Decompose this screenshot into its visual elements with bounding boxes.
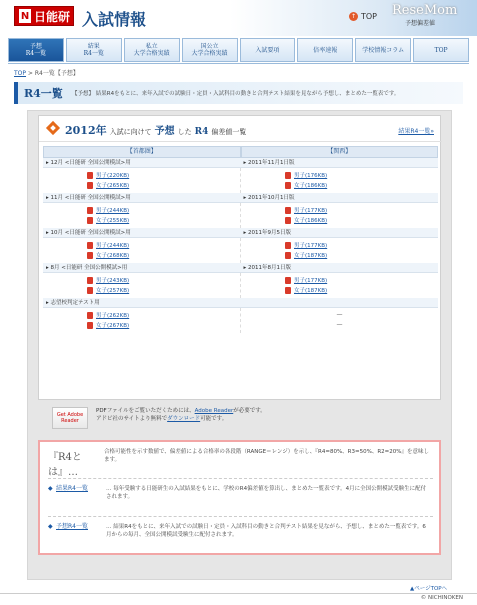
pdf-file-link[interactable]	[87, 205, 240, 215]
pdf-file-label: 男子(220KB)	[96, 173, 130, 179]
card-yoso: 予想	[154, 126, 175, 137]
footer	[0, 593, 477, 605]
pdf-file-label: 男子(177KB)	[294, 243, 328, 249]
pdf-file-label: 女子(265KB)	[96, 183, 130, 189]
pdf-file-label: 女子(267KB)	[96, 323, 130, 329]
pdf-icon	[285, 182, 291, 189]
card-sub3: 偏差値一覧	[211, 128, 247, 136]
pdf-file-label: 男子(177KB)	[294, 208, 328, 214]
group-header-row	[43, 193, 438, 203]
pdf-icon	[285, 287, 291, 294]
site-sub: 予想偏差値	[405, 20, 436, 27]
pdf-file-link[interactable]	[87, 180, 240, 190]
group-header-shutoken: ▸ 10月 <日能研 全国公開模試>用	[43, 228, 241, 238]
group-header-shutoken: ▸ 11月 <日能研 全国公開模試>用	[43, 193, 241, 203]
pdf-file-link[interactable]	[285, 180, 438, 190]
group-header-row	[43, 298, 438, 308]
group-col-right	[241, 168, 438, 193]
breadcrumb	[14, 68, 79, 77]
adobe-line1a: PDFファイルをご覧いただくためには、	[96, 408, 195, 414]
pdf-icon	[87, 277, 93, 284]
group-col-left	[43, 308, 241, 333]
group-header-kansai	[241, 298, 439, 308]
pdf-icon	[285, 252, 291, 259]
download-link[interactable]: ダウンロード	[167, 416, 201, 422]
nav-column[interactable]	[355, 38, 411, 62]
adobe-reader-link[interactable]: Adobe Reader	[194, 408, 234, 414]
pdf-file-label: 男子(243KB)	[96, 278, 130, 284]
section-title-bar	[14, 82, 463, 104]
logo-mark-icon: N	[20, 10, 30, 22]
card-title	[65, 122, 246, 138]
group-header-shutoken: ▸ 8月 <日能研 全国公開模試>用	[43, 263, 241, 273]
pdf-icon	[87, 312, 93, 319]
definition-row-kekka	[48, 478, 433, 514]
breadcrumb-current: R4一覧【予想】	[34, 70, 79, 77]
nav-private-univ[interactable]	[124, 38, 180, 62]
pdf-file-link[interactable]	[87, 275, 240, 285]
pdf-icon	[87, 182, 93, 189]
pdf-file-link[interactable]	[87, 170, 240, 180]
group-col-right	[241, 308, 438, 333]
group-col-right	[241, 273, 438, 298]
group-header-shutoken: ▸ 12月 <日能研 全国公開模試>用	[43, 158, 241, 168]
nav-label: 倍率速報	[313, 46, 338, 54]
nav-public-univ[interactable]	[182, 38, 238, 62]
group-header-row	[43, 158, 438, 168]
group-header-shutoken: ▸ 志望校判定テスト用	[43, 298, 241, 308]
kekka-r4-link[interactable]: 結果R4一覧»	[398, 128, 434, 135]
site-watermark: ReseMom	[392, 3, 458, 18]
kekka-r4-def-link[interactable]: 結果R4一覧	[56, 485, 88, 492]
copyright: © NICHINOKEN	[420, 595, 463, 601]
card-sub2: した	[177, 128, 192, 136]
kekka-r4-def-text: … 毎年受験する日能研生の入試結果をもとに、学校のR4偏差値を算出し、まとめた一覧表です。4月に全国公開模試受験生に配付されます。	[106, 486, 427, 500]
card-sub1: 入試に向けて	[109, 128, 152, 136]
adobe-line2a: アドビ社のサイトより無料で	[96, 416, 168, 422]
group-header-row	[43, 228, 438, 238]
pdf-icon	[285, 277, 291, 284]
yoso-r4-def-link[interactable]: 予想R4一覧	[56, 523, 88, 530]
definition-label: 『R4とは』…	[48, 452, 82, 478]
pdf-file-link[interactable]	[285, 250, 438, 260]
pdf-file-label: 女子(257KB)	[96, 288, 130, 294]
pdf-icon	[87, 207, 93, 214]
nav-top[interactable]	[413, 38, 469, 62]
logo[interactable]	[14, 6, 74, 26]
nav-label: 入試要項	[255, 46, 280, 54]
group-col-left	[43, 238, 241, 263]
pdf-icon	[285, 217, 291, 224]
pdf-file-label: 男子(176KB)	[294, 173, 328, 179]
group-col-right	[241, 203, 438, 228]
pdf-file-link[interactable]	[285, 205, 438, 215]
empty-dash: —	[336, 321, 343, 328]
col-header-shutoken: 【首都圏】	[43, 146, 241, 158]
card-header	[39, 116, 442, 142]
group-header-kansai: ▸ 2011年9月5日版	[241, 228, 439, 238]
adobe-line2b: 可能です。	[200, 416, 228, 422]
breadcrumb-sep: >	[26, 70, 35, 77]
pdf-icon	[285, 172, 291, 179]
nav-label: 私立 大学合格実績	[133, 43, 170, 57]
group-col-right	[241, 238, 438, 263]
pdf-file-label: 男子(244KB)	[96, 243, 130, 249]
section-title: R4一覧	[24, 87, 63, 100]
group-col-left	[43, 203, 241, 228]
pdf-file-link[interactable]	[285, 170, 438, 180]
nav-bairitsu[interactable]	[297, 38, 353, 62]
group-col-left	[43, 273, 241, 298]
group-header-kansai: ▸ 2011年10月1日版	[241, 193, 439, 203]
pdf-icon	[87, 322, 93, 329]
pdf-file-link[interactable]	[87, 215, 240, 225]
pdf-file-label: 男子(177KB)	[294, 278, 328, 284]
group-header-kansai: ▸ 2011年11月1日版	[241, 158, 439, 168]
pdf-file-link[interactable]	[87, 320, 240, 330]
group-body-row	[43, 273, 438, 298]
group-col-left	[43, 168, 241, 193]
section-desc: 【予想】 結果R4をもとに、来年入試での試験日・定員・入試科目の動きと合判テスト結果を見ながら予想し、まとめた一覧表です。	[72, 91, 400, 97]
group-header-row	[43, 263, 438, 273]
table-body	[43, 158, 438, 333]
nav-yoso-r4[interactable]	[8, 38, 64, 62]
card-year: 2012年	[65, 124, 107, 137]
yoso-r4-def-text: … 結果R4をもとに、来年入試での試験日・定員・入試科目の動きと合判テスト結果を見ながら、予想し、まとめた一覧表です。6月からの毎月、全国公開模試受験生に配付されます。	[106, 524, 426, 538]
empty-dash: —	[336, 311, 343, 318]
diamond-bullet-icon: ◆	[48, 523, 53, 530]
table-header	[43, 146, 438, 158]
pdf-file-label: 女子(186KB)	[294, 183, 328, 189]
pdf-file-label: 女子(187KB)	[294, 288, 328, 294]
pdf-icon	[87, 217, 93, 224]
breadcrumb-top[interactable]: TOP	[14, 70, 27, 77]
pdf-file-label: 男子(262KB)	[96, 313, 130, 319]
pdf-file-label: 男子(244KB)	[96, 208, 130, 214]
pdf-file-link[interactable]	[285, 240, 438, 250]
definition-text: 合格可能性を示す数値で、偏差値による合格率の各段階（RANGE＝レンジ）を示し、『R4=80%、R3=50%、R2=20%』を意味します。	[103, 449, 429, 463]
group-header-kansai: ▸ 2011年8月1日版	[241, 263, 439, 273]
pdf-file-label: 女子(186KB)	[294, 218, 328, 224]
r4-definition-box	[38, 440, 441, 555]
nav-label: 予想 R4一覧	[25, 43, 47, 57]
nav-youkou[interactable]	[240, 38, 296, 62]
adobe-line1b: が必要です。	[233, 408, 266, 414]
group-body-row	[43, 168, 438, 193]
pdf-file-link[interactable]	[285, 285, 438, 295]
pdf-icon	[285, 207, 291, 214]
main-nav	[8, 38, 469, 62]
group-body-row	[43, 203, 438, 228]
pdf-file-link[interactable]	[87, 310, 240, 320]
pdf-file-link[interactable]	[87, 285, 240, 295]
r4-list-card	[38, 115, 441, 400]
nav-label: 国公立 大学合格実績	[191, 43, 228, 57]
pdf-file-label: 女子(255KB)	[96, 218, 130, 224]
pdf-file-label: 女子(268KB)	[96, 253, 130, 259]
pdf-file-link[interactable]	[87, 240, 240, 250]
adobe-text	[96, 407, 266, 423]
nav-label: 結果 R4一覧	[83, 43, 104, 57]
group-body-row	[43, 308, 438, 333]
nav-label: TOP	[434, 46, 448, 54]
diamond-icon	[46, 121, 60, 135]
up-arrow-icon: ↑	[350, 13, 357, 20]
page-top-link[interactable]: ▲ページTOPへ	[410, 586, 448, 592]
nav-label: 学校情報コラム	[362, 46, 405, 54]
definition-row-yoso	[48, 516, 433, 552]
diamond-bullet-icon: ◆	[48, 485, 53, 492]
pdf-icon	[87, 252, 93, 259]
pdf-icon	[285, 242, 291, 249]
pdf-file-link[interactable]	[285, 215, 438, 225]
group-body-row	[43, 238, 438, 263]
divider	[8, 63, 469, 64]
header	[0, 0, 477, 36]
col-header-kansai: 【関西】	[241, 146, 439, 158]
pdf-icon	[87, 172, 93, 179]
pdf-icon	[87, 242, 93, 249]
card-r4: R4	[194, 127, 209, 137]
r4-table	[43, 146, 438, 333]
pdf-file-link[interactable]	[87, 250, 240, 260]
pdf-file-label: 女子(187KB)	[294, 253, 328, 259]
pdf-icon	[87, 287, 93, 294]
adobe-notice	[42, 404, 437, 432]
page-title: 入試情報	[82, 10, 147, 29]
top-link[interactable]	[349, 12, 377, 21]
pdf-file-link[interactable]	[285, 275, 438, 285]
logo-text: 日能研	[34, 9, 71, 24]
nav-kekka-r4[interactable]	[66, 38, 122, 62]
definition-top	[48, 448, 433, 478]
top-link-label: TOP	[361, 12, 378, 21]
adobe-reader-badge[interactable]: Get Adobe Reader	[52, 407, 88, 429]
